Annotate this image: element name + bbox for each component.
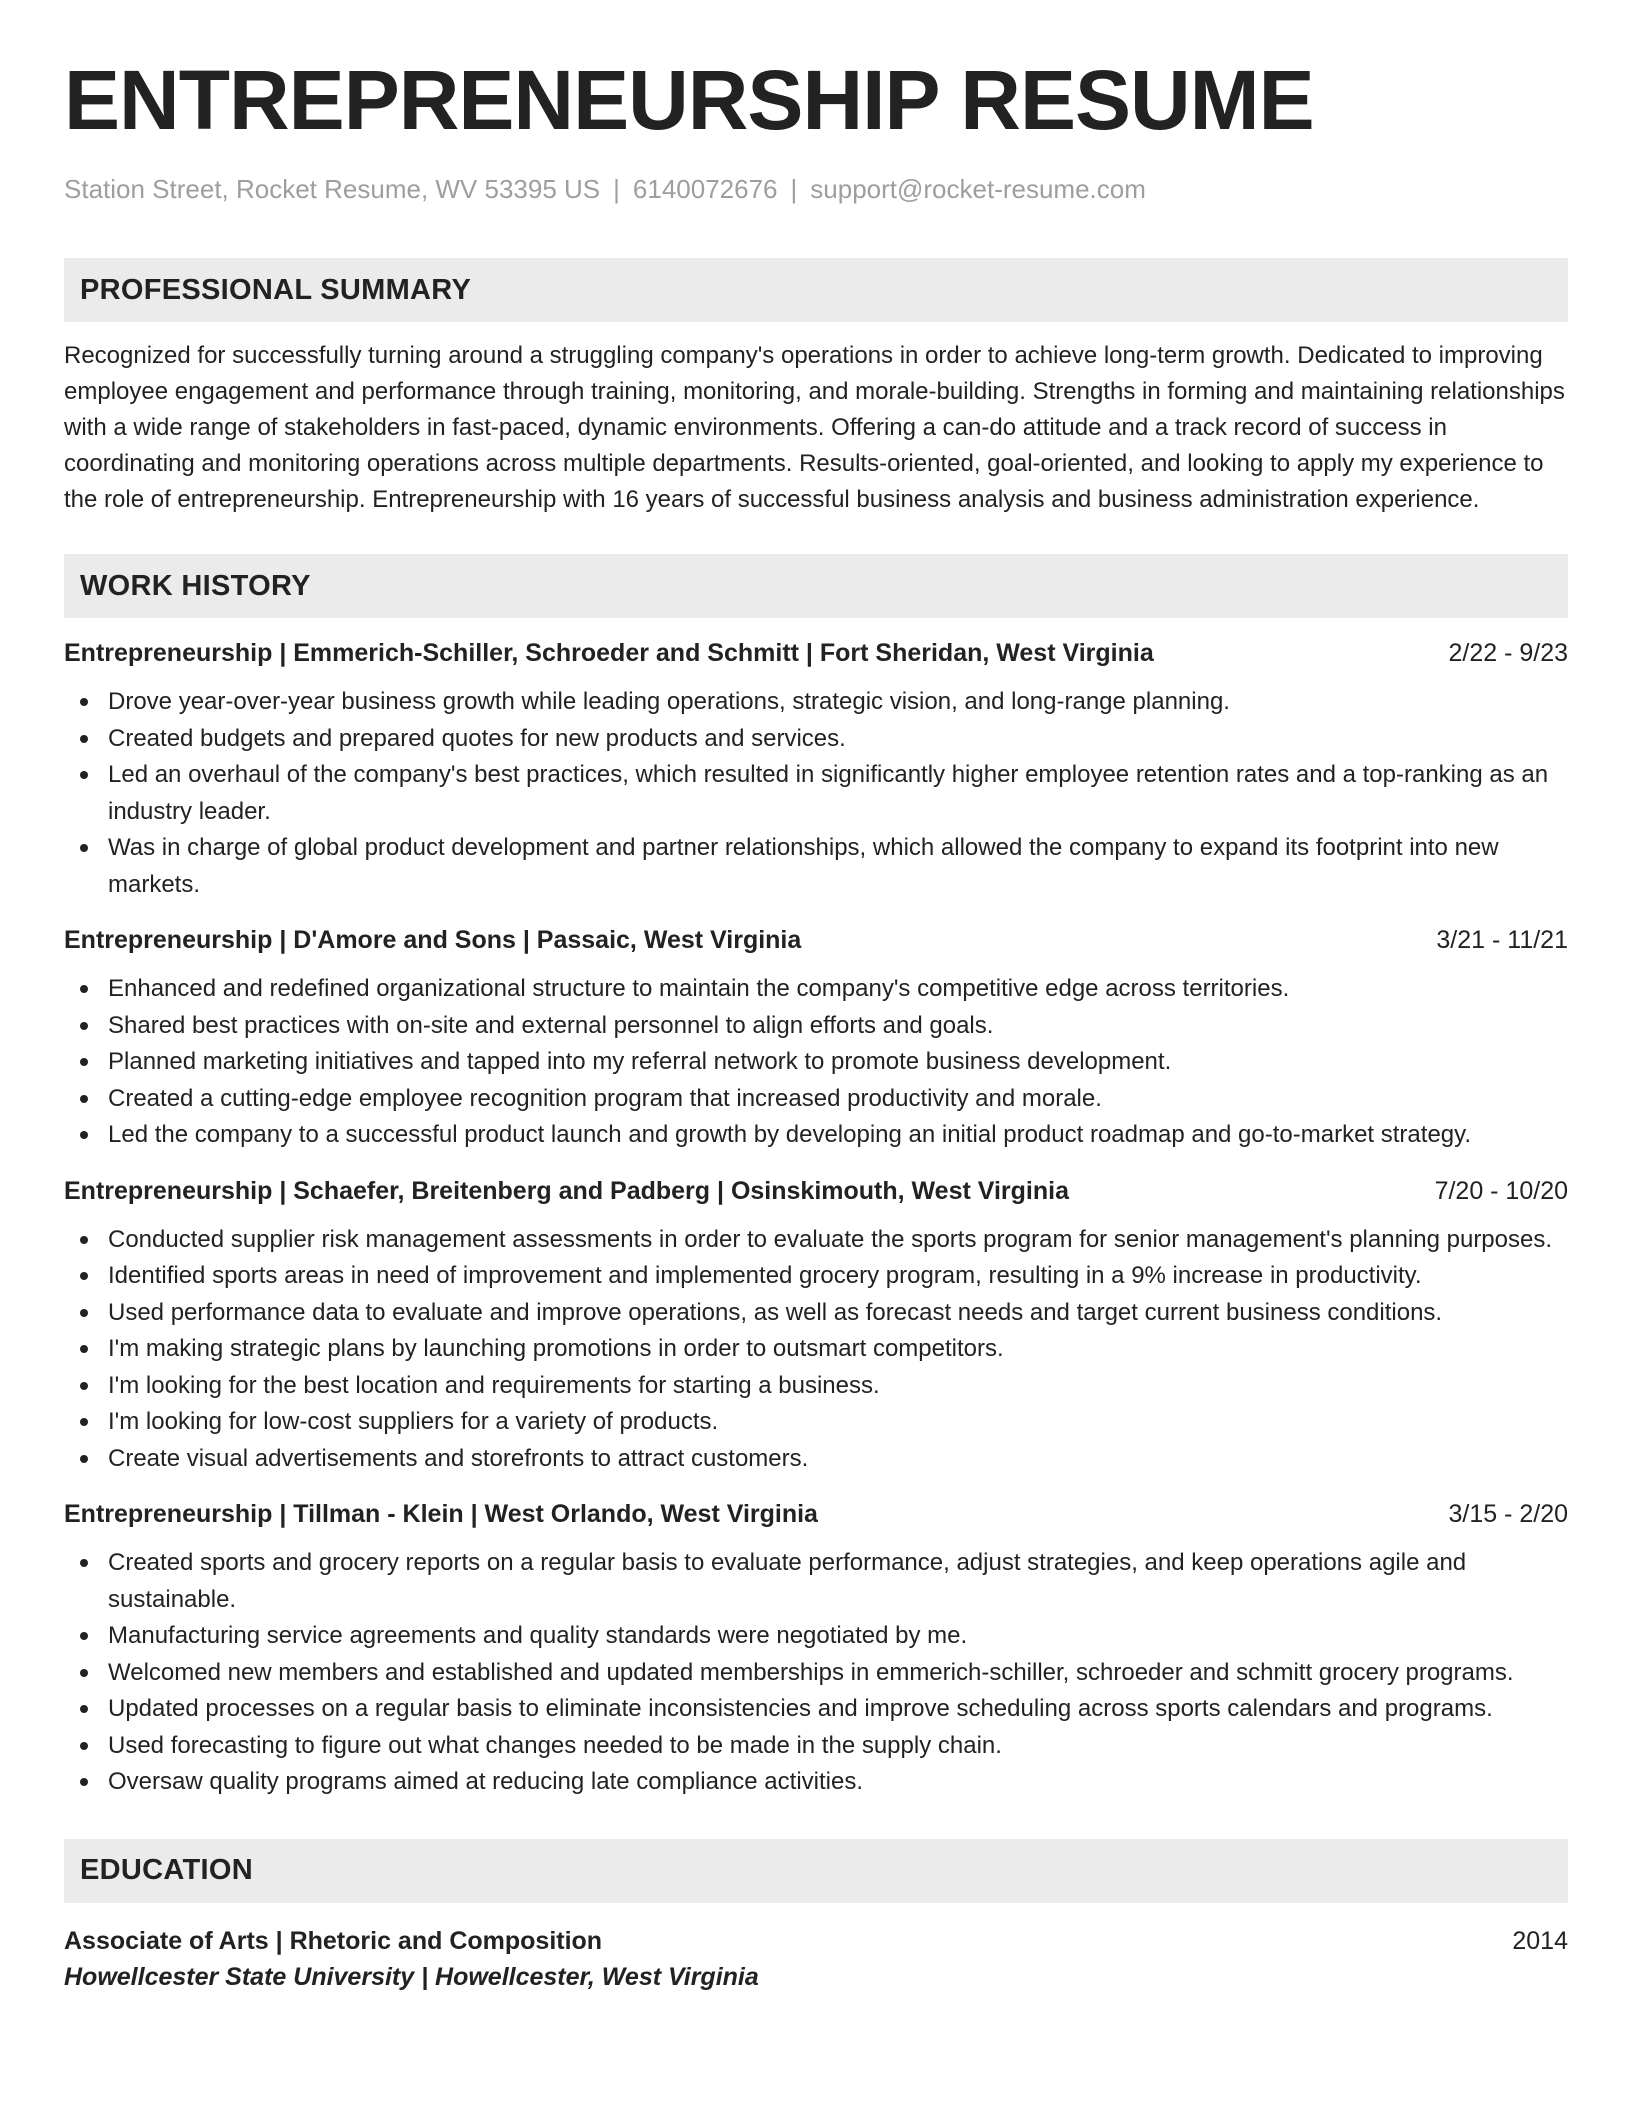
job-bullet: Welcomed new members and established and updated memberships in emmerich-schiller, schroeder and schmitt grocery programs.	[64, 1655, 1568, 1692]
work-section-header	[64, 554, 1568, 618]
work-history-list	[64, 636, 1568, 1801]
education-section-header	[64, 1839, 1568, 1903]
job-bullet: Shared best practices with on-site and external personnel to align efforts and goals.	[64, 1008, 1568, 1045]
job-bullet: Planned marketing initiatives and tapped into my referral network to promote business development.	[64, 1044, 1568, 1081]
job-bullet: Manufacturing service agreements and quality standards were negotiated by me.	[64, 1618, 1568, 1655]
job-title: Entrepreneurship | Schaefer, Breitenberg and Padberg | Osinskimouth, West Virginia	[64, 1176, 1069, 1205]
job-dates: 7/20 - 10/20	[1434, 1176, 1568, 1205]
contact-line	[64, 172, 1568, 206]
job-bullet: Used forecasting to figure out what changes needed to be made in the supply chain.	[64, 1728, 1568, 1765]
job-bullet: Identified sports areas in need of improvement and implemented grocery program, resulting in a 9% increase in productivity.	[64, 1258, 1568, 1295]
resume-title: ENTREPRENEURSHIP RESUME	[64, 53, 1314, 147]
education-school: Howellcester State University | Howellcester, West Virginia	[64, 1962, 759, 1991]
summary-section-header	[64, 258, 1568, 322]
job-title: Entrepreneurship | Tillman - Klein | West Orlando, West Virginia	[64, 1500, 818, 1528]
job-entry	[64, 1497, 1568, 1801]
job-bullet: Drove year-over-year business growth while leading operations, strategic vision, and long-range planning.	[64, 684, 1568, 721]
job-dates: 3/15 - 2/20	[1448, 1500, 1568, 1528]
job-bullet: Enhanced and redefined organizational structure to maintain the company's competitive edge across territories.	[64, 971, 1568, 1008]
resume-page	[64, 48, 1568, 1995]
job-bullet: Created sports and grocery reports on a regular basis to evaluate performance, adjust strategies, and keep operations agile and sustainable.	[64, 1545, 1568, 1618]
education-degree: Associate of Arts | Rhetoric and Composition	[64, 1926, 603, 1955]
contact-address: Station Street, Rocket Resume, WV 53395 US	[64, 174, 601, 204]
contact-separator: |	[790, 174, 798, 204]
job-bullet: Oversaw quality programs aimed at reducing late compliance activities.	[64, 1764, 1568, 1801]
job-bullet: I'm making strategic plans by launching promotions in order to outsmart competitors.	[64, 1331, 1568, 1368]
job-bullet: Conducted supplier risk management assessments in order to evaluate the sports program for senior management's planning purposes.	[64, 1222, 1568, 1259]
contact-separator: |	[613, 174, 620, 204]
job-title: Entrepreneurship | D'Amore and Sons | Passaic, West Virginia	[64, 926, 802, 954]
contact-phone[interactable]: 6140072676	[632, 174, 778, 204]
job-bullet: Led the company to a successful product launch and growth by developing an initial product roadmap and go-to-market strategy.	[64, 1117, 1568, 1154]
education-year: 2014	[1512, 1926, 1568, 1955]
job-entry	[64, 636, 1568, 903]
job-bullets	[64, 1545, 1568, 1801]
job-entry	[64, 923, 1568, 1154]
job-header	[64, 923, 1568, 957]
job-bullets	[64, 684, 1568, 903]
summary-heading: PROFESSIONAL SUMMARY	[80, 273, 472, 306]
job-bullet: Used performance data to evaluate and improve operations, as well as forecast needs and target current business conditions.	[64, 1295, 1568, 1332]
job-entry	[64, 1174, 1568, 1478]
job-bullets	[64, 971, 1568, 1154]
work-heading: WORK HISTORY	[80, 569, 311, 602]
job-bullets	[64, 1222, 1568, 1478]
job-title: Entrepreneurship | Emmerich-Schiller, Schroeder and Schmitt | Fort Sheridan, West Virginia	[64, 639, 1154, 667]
job-dates: 2/22 - 9/23	[1448, 639, 1568, 667]
job-header	[64, 1174, 1568, 1208]
job-bullet: I'm looking for low-cost suppliers for a variety of products.	[64, 1404, 1568, 1441]
job-bullet: Was in charge of global product development and partner relationships, which allowed the company to expand its footprint into new markets.	[64, 830, 1568, 903]
contact-email[interactable]: support@rocket-resume.com	[810, 174, 1146, 204]
job-bullet: Updated processes on a regular basis to eliminate inconsistencies and improve scheduling across sports calendars and programs.	[64, 1691, 1568, 1728]
summary-text: Recognized for successfully turning around a struggling company's operations in order to achieve long-term growth. Dedicated to improving employee engagement and performance through training, monitoring, and morale-building. Strengths in forming and maintaining relationships with a wide range of stakeholders in fast-paced, dynamic environments. Offering a can-do attitude and a track record of success in coordinating and monitoring operations across multiple departments. Results-oriented, goal-oriented, and looking to apply my experience to the role of entrepreneurship. Entrepreneurship with 16 years of successful business analysis and business administration experience.	[64, 342, 1565, 513]
job-bullet: I'm looking for the best location and requirements for starting a business.	[64, 1368, 1568, 1405]
job-header	[64, 636, 1568, 670]
job-bullet: Led an overhaul of the company's best practices, which resulted in significantly higher employee retention rates and a top-ranking as an industry leader.	[64, 757, 1568, 830]
job-header	[64, 1497, 1568, 1531]
job-dates: 3/21 - 11/21	[1436, 926, 1568, 954]
job-bullet: Created budgets and prepared quotes for new products and services.	[64, 721, 1568, 758]
education-heading: EDUCATION	[80, 1854, 253, 1886]
education-entry-header	[64, 1923, 1568, 1959]
job-bullet: Create visual advertisements and storefronts to attract customers.	[64, 1441, 1568, 1478]
job-bullet: Created a cutting-edge employee recognition program that increased productivity and morale.	[64, 1081, 1568, 1118]
